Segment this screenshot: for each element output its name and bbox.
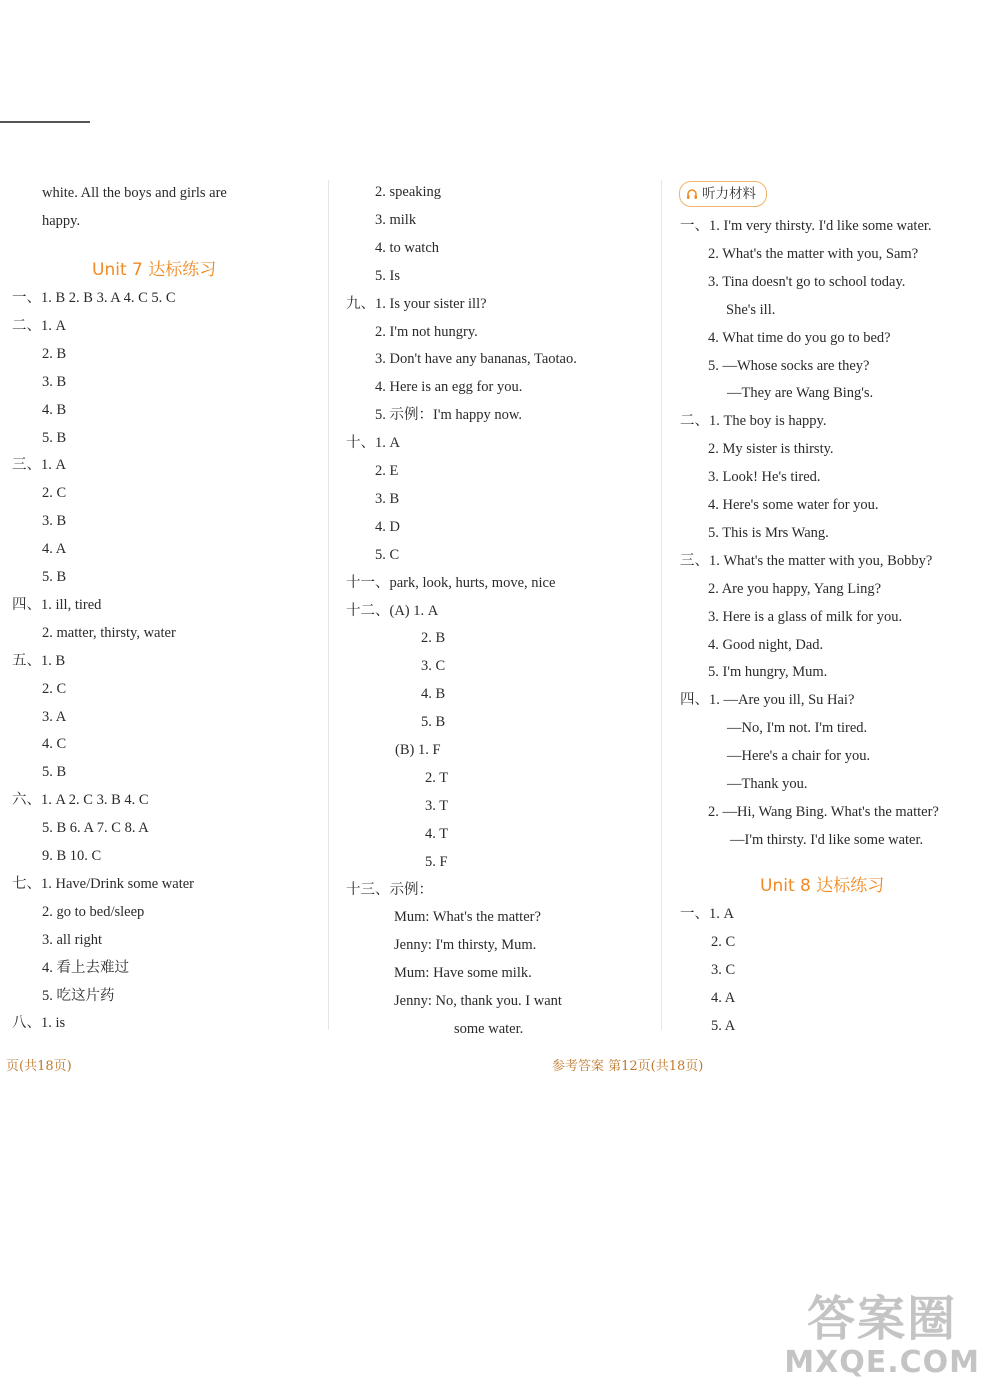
listening-line: 一、1. I'm very thirsty. I'd like some water. <box>680 218 932 234</box>
watermark-url: MXQE.COM <box>784 1345 980 1380</box>
answer-line: 4. Here is an egg for you. <box>375 379 523 396</box>
watermark-logo: 答案圈 <box>807 1291 958 1347</box>
answer-line: 3. B <box>42 513 67 530</box>
listening-material-label: 听力材料 <box>702 186 756 202</box>
answer-line: 3. C <box>711 961 736 978</box>
answer-line: 四、1. ill, tired <box>12 596 102 613</box>
answer-line: 4. 看上去难过 <box>42 959 129 976</box>
listening-line: —They are Wang Bing's. <box>727 385 874 402</box>
answer-line: 3. T <box>425 797 449 814</box>
answer-line: 十二、(A) 1. A <box>346 602 439 619</box>
listening-line: 5. —Whose socks are they? <box>708 357 870 374</box>
answer-line: 3. B <box>42 373 67 390</box>
answer-line: Jenny: I'm thirsty, Mum. <box>394 937 537 954</box>
listening-material-tag <box>679 181 767 207</box>
answer-line: 3. all right <box>42 931 103 948</box>
answer-line: 2. T <box>425 769 449 786</box>
answer-line: 八、1. is <box>12 1015 66 1032</box>
listening-line: 2. My sister is thirsty. <box>708 441 834 458</box>
answer-line: 5. A <box>711 1017 736 1034</box>
answer-line: 5. B <box>42 569 67 585</box>
listening-line: 5. This is Mrs Wang. <box>708 524 829 541</box>
headphone-icon <box>686 188 698 200</box>
answer-line: 2. go to bed/sleep <box>42 903 145 920</box>
listening-line: 三、1. What's the matter with you, Bobby? <box>680 552 933 569</box>
answer-line: 5. B 6. A 7. C 8. A <box>42 820 149 837</box>
answer-line: 一、1. B 2. B 3. A 4. C 5. C <box>12 290 176 306</box>
answer-line: 十一、park, look, hurts, move, nice <box>346 574 556 591</box>
answer-line: 2. matter, thirsty, water <box>42 624 176 641</box>
answer-line: 3. C <box>421 658 446 675</box>
answer-line: 5. B <box>42 429 67 446</box>
answer-line: 七、1. Have/Drink some water <box>12 875 195 892</box>
listening-line: —No, I'm not. I'm tired. <box>727 720 868 737</box>
answer-line: 5. B <box>421 714 446 731</box>
answer-line: 2. C <box>42 680 67 697</box>
answer-line: 九、1. Is your sister ill? <box>346 295 487 312</box>
answer-line: 4. to watch <box>375 239 440 256</box>
top-rule <box>0 121 90 123</box>
answer-line: 2. C <box>711 933 736 950</box>
answer-line: 5. C <box>375 546 400 563</box>
answer-line: 十、1. A <box>346 435 400 452</box>
listening-line: 3. Tina doesn't go to school today. <box>708 273 906 290</box>
answer-line: 4. B <box>421 686 446 703</box>
answer-line: 2. speaking <box>375 184 442 200</box>
answer-line: 5. B <box>42 764 67 781</box>
listening-line: 3. Look! He's tired. <box>708 469 821 486</box>
answer-line: 4. D <box>375 518 400 535</box>
answer-line: 5. Is <box>375 267 400 284</box>
answer-line: 一、1. A <box>680 906 734 922</box>
answer-line: 十三、示例： <box>346 881 433 898</box>
answer-line: 5. 吃这片药 <box>42 987 115 1004</box>
answer-line: 3. Don't have any bananas, Taotao. <box>375 351 577 368</box>
answer-line: 五、1. B <box>12 652 66 669</box>
unit8-title: Unit 8 达标练习 <box>760 876 885 896</box>
answer-line: Mum: What's the matter? <box>394 909 541 926</box>
answer-line: Jenny: No, thank you. I want <box>394 993 562 1010</box>
answer-line: 2. I'm not hungry. <box>375 323 478 340</box>
answer-line: 4. A <box>42 541 67 558</box>
listening-line: 5. I'm hungry, Mum. <box>708 664 828 681</box>
listening-line: 4. What time do you go to bed? <box>708 329 891 346</box>
answer-line: 三、1. A <box>12 457 66 474</box>
answer-line: 5. 示例：I'm happy now. <box>375 407 523 424</box>
answer-line: 2. B <box>421 630 446 647</box>
answer-line: Mum: Have some milk. <box>394 965 532 982</box>
answer-line: 2. E <box>375 463 399 479</box>
answer-line: 二、1. A <box>12 317 66 334</box>
listening-line: 二、1. The boy is happy. <box>680 413 827 430</box>
answer-line: 9. B 10. C <box>42 848 102 864</box>
listening-line: —Thank you. <box>727 776 808 792</box>
answer-line: (B) 1. F <box>395 742 441 758</box>
listening-line: 2. Are you happy, Yang Ling? <box>708 580 882 597</box>
listening-line: 4. Here's some water for you. <box>708 497 879 513</box>
answer-line: 2. C <box>42 485 67 502</box>
listening-line: —I'm thirsty. I'd like some water. <box>730 831 924 848</box>
footer-page-right: 参考答案 第12页(共18页) <box>552 1059 704 1074</box>
column-divider <box>328 180 329 1030</box>
listening-line: 2. What's the matter with you, Sam? <box>708 245 919 262</box>
footer-page-left: 页(共18页) <box>6 1059 72 1074</box>
answer-line: some water. <box>454 1021 524 1037</box>
answer-line: 4. T <box>425 825 449 842</box>
answer-line: 4. B <box>42 401 67 418</box>
listening-line: 4. Good night, Dad. <box>708 636 824 653</box>
intro-line: white. All the boys and girls are <box>42 185 227 201</box>
answer-line: 4. C <box>42 736 67 753</box>
listening-line: 四、1. —Are you ill, Su Hai? <box>680 692 855 709</box>
answer-line: 3. A <box>42 708 67 725</box>
answer-line: 5. F <box>425 853 448 870</box>
listening-line: 3. Here is a glass of milk for you. <box>708 608 903 625</box>
unit7-title: Unit 7 达标练习 <box>92 260 217 280</box>
answer-line: 3. milk <box>375 211 417 228</box>
watermark <box>784 1291 980 1379</box>
answer-line: 2. B <box>42 345 67 362</box>
listening-line: —Here's a chair for you. <box>727 748 871 765</box>
intro-line: happy. <box>42 213 81 229</box>
listening-line: She's ill. <box>726 301 776 318</box>
answer-line: 六、1. A 2. C 3. B 4. C <box>12 792 149 809</box>
column-divider <box>661 180 662 1030</box>
answer-line: 4. A <box>711 989 736 1006</box>
listening-line: 2. —Hi, Wang Bing. What's the matter? <box>708 803 939 820</box>
answer-line: 3. B <box>375 490 400 507</box>
